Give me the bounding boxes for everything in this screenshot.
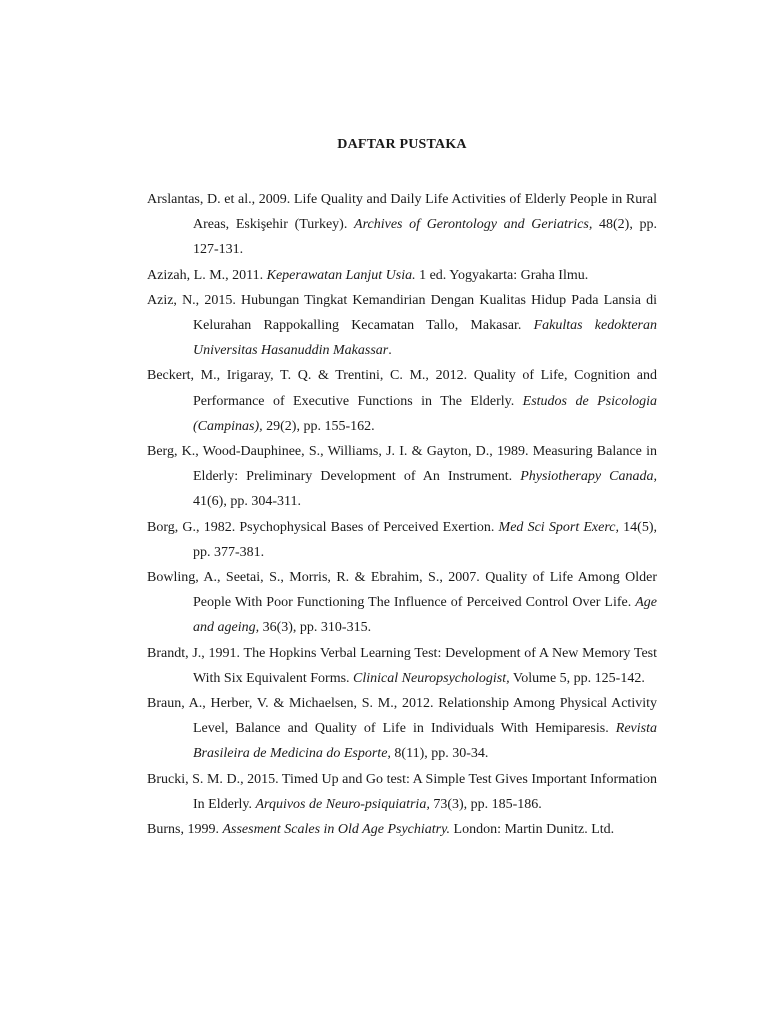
reference-text: Arslantas, D. et al., 2009. Life Quality and Daily Life Activities of Elderly People in Rural Areas, Eskişehir (Turkey). [147, 192, 657, 233]
reference-details: . [388, 343, 392, 359]
reference-source: Fakultas kedokteran Universitas Hasanuddin Makassar [193, 318, 657, 359]
reference-entry [147, 817, 657, 842]
reference-details: 29(2), pp. 155-162. [262, 418, 375, 434]
reference-details: 41(6), pp. 304-311. [193, 494, 301, 510]
document-page [147, 132, 657, 842]
reference-entry [147, 187, 657, 263]
reference-source: Estudos de Psicologia (Campinas), [193, 393, 657, 434]
reference-entry [147, 767, 657, 817]
page-title: DAFTAR PUSTAKA [337, 137, 467, 152]
reference-details: 36(3), pp. 310-315. [259, 620, 372, 636]
reference-text: Azizah, L. M., 2011. [147, 267, 267, 283]
reference-details: 14(5), pp. 377-381. [193, 519, 657, 560]
reference-entry [147, 288, 657, 364]
reference-text: Beckert, M., Irigaray, T. Q. & Trentini, C. M., 2012. Quality of Life, Cognition and Performance of Executive Functions in The Elderly. [147, 368, 657, 409]
reference-entry [147, 363, 657, 439]
reference-source: Revista Brasileira de Medicina do Esporte, [193, 721, 657, 762]
reference-entry [147, 515, 657, 565]
reference-entry [147, 691, 657, 767]
reference-source: Arquivos de Neuro-psiquiatria, [255, 796, 430, 812]
reference-text: Burns, 1999. [147, 822, 223, 838]
reference-source: Age and ageing, [193, 595, 657, 636]
reference-entry [147, 439, 657, 515]
reference-text: Berg, K., Wood-Dauphinee, S., Williams, J. I. & Gayton, D., 1989. Measuring Balance in Elderly: Preliminary Development of An Instrument. [147, 444, 657, 485]
reference-details: 1 ed. Yogyakarta: Graha Ilmu. [415, 267, 589, 283]
reference-details: 48(2), pp. 127-131. [193, 217, 658, 258]
reference-text: Braun, A., Herber, V. & Michaelsen, S. M., 2012. Relationship Among Physical Activity Level, Balance and Quality of Life in Individuals With Hemiparesis. [147, 696, 657, 737]
reference-details: Volume 5, pp. 125-142. [509, 670, 645, 686]
reference-source: Physiotherapy Canada, [520, 469, 657, 485]
reference-text: Aziz, N., 2015. Hubungan Tingkat Kemandirian Dengan Kualitas Hidup Pada Lansia di Kelurahan Rappokalling Kecamatan Tallo, Makasar. [147, 292, 657, 334]
reference-details: 73(3), pp. 185-186. [429, 796, 542, 812]
reference-source: Assesment Scales in Old Age Psychiatry. [222, 822, 451, 838]
reference-source: Keperawatan Lanjut Usia. [266, 267, 416, 283]
reference-text: Brandt, J., 1991. The Hopkins Verbal Learning Test: Development of A New Memory Test With Six Equivalent Forms. [147, 645, 657, 686]
reference-source: Archives of Gerontology and Geriatrics, [354, 217, 593, 233]
reference-text: Borg, G., 1982. Psychophysical Bases of Perceived Exertion. [147, 519, 499, 535]
reference-entry [147, 641, 657, 691]
reference-text: Brucki, S. M. D., 2015. Timed Up and Go test: A Simple Test Gives Important Information In Elderly. [147, 771, 657, 812]
reference-entry [147, 565, 657, 641]
reference-source: Med Sci Sport Exerc, [498, 519, 619, 535]
reference-details: 8(11), pp. 30-34. [390, 746, 489, 762]
reference-list [147, 187, 657, 842]
reference-entry [147, 263, 657, 288]
reference-source: Clinical Neuropsychologist, [353, 670, 510, 686]
reference-details: London: Martin Dunitz. Ltd. [450, 822, 615, 838]
reference-text: Bowling, A., Seetai, S., Morris, R. & Ebrahim, S., 2007. Quality of Life Among Older People With Poor Functioning The Influence of Perceived Control Over Life. [147, 570, 657, 611]
